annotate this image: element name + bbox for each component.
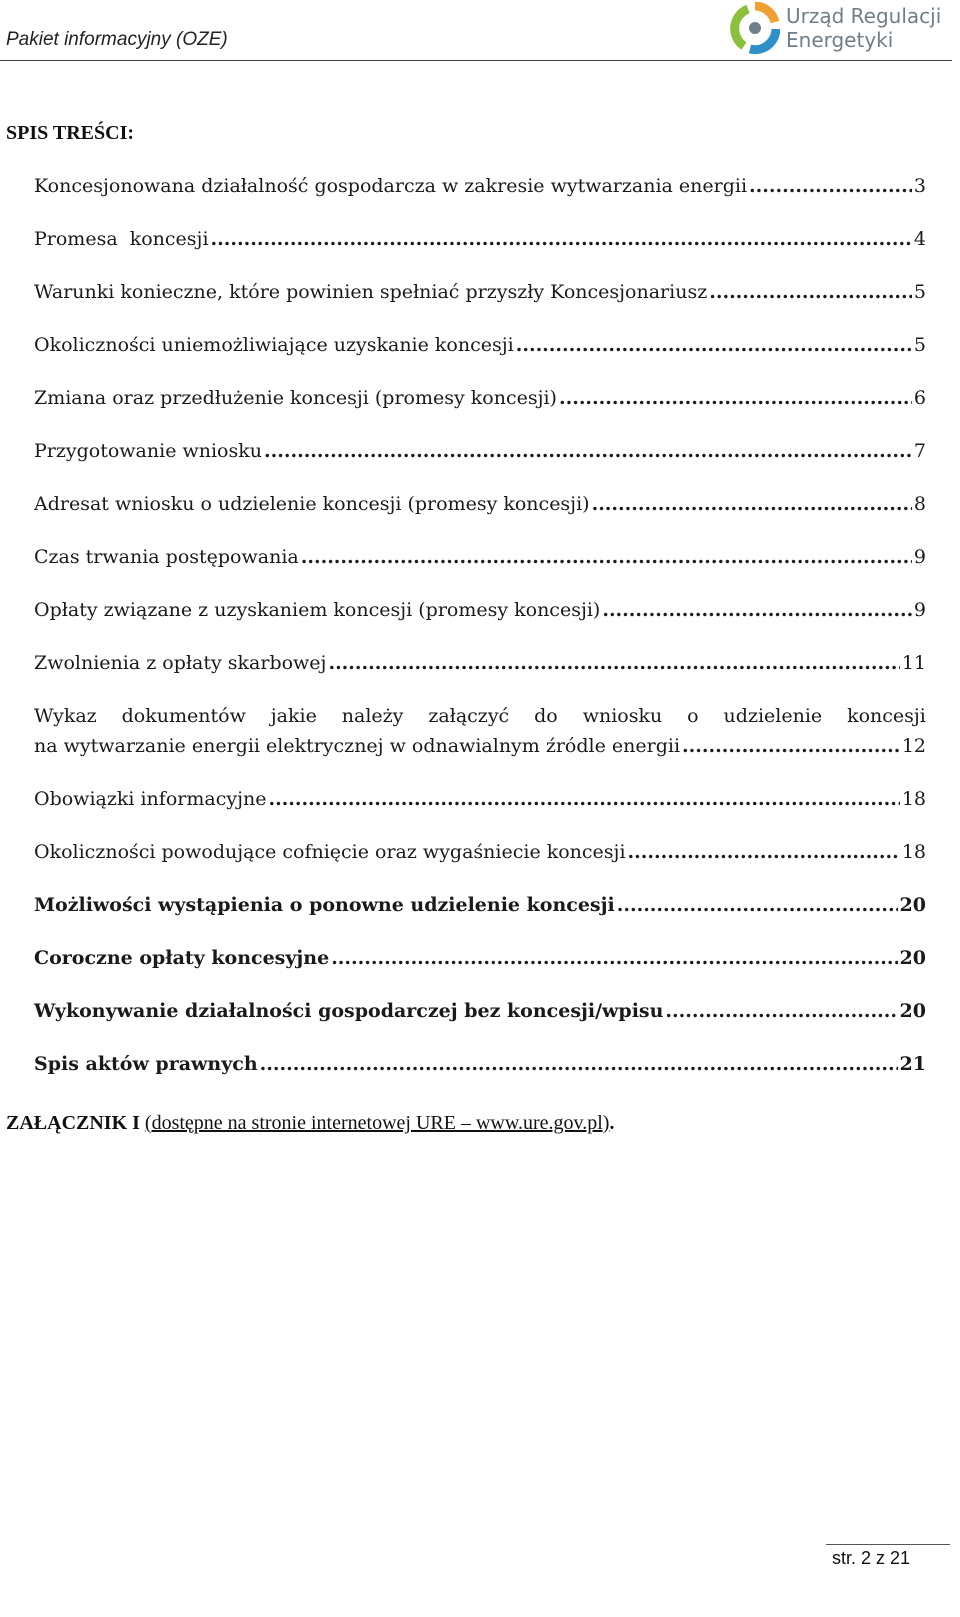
toc-entry-page: 18 [901,841,926,863]
toc-entry-title: Możliwości wystąpienia o ponowne udzielenie koncesji [34,894,615,916]
toc-dot-leader [617,890,898,920]
page-header [0,0,960,62]
toc-entry[interactable] [34,277,926,307]
toc-entry[interactable] [34,224,926,254]
toc-entry-page: 8 [913,493,926,515]
toc-dot-leader [268,784,899,814]
toc-entry[interactable] [34,171,926,201]
toc-entry[interactable] [34,943,926,973]
toc-dot-leader [665,996,897,1026]
toc-entry-title: Czas trwania postępowania [34,546,299,568]
toc-dot-leader [592,489,912,519]
toc-entry-title: Opłaty związane z uzyskaniem koncesji (promesy koncesji) [34,599,601,621]
toc-entry-title: Warunki konieczne, które powinien spełniać przyszły Koncesjonariusz [34,281,708,303]
toc-entry-page: 9 [913,599,926,621]
toc-entry-page: 3 [913,175,926,197]
toc-heading: SPIS TREŚCI: [6,122,135,144]
toc-word: do [534,705,558,727]
toc-entry-title: Zmiana oraz przedłużenie koncesji (promesy koncesji) [34,387,557,409]
toc-dot-leader [559,383,912,413]
toc-word: załączyć [428,705,510,727]
toc-entry[interactable] [34,890,926,920]
toc-dot-leader [264,436,912,466]
toc-word: dokumentów [121,705,246,727]
logo-line-2: Energetyki [786,28,894,52]
toc-entry-page: 5 [913,334,926,356]
toc-entry-page: 11 [901,652,926,674]
toc-entry[interactable] [34,996,926,1026]
toc-entry-title: Koncesjonowana działalność gospodarcza w zakresie wytwarzania energii [34,175,748,197]
ure-logo [730,2,955,56]
toc-entry-title: Adresat wniosku o udzielenie koncesji (promesy koncesji) [34,493,590,515]
toc-word: koncesji [847,705,926,727]
toc-entry-page: 20 [899,1000,926,1022]
toc-word: udzielenie [723,705,823,727]
toc-dot-leader [211,224,912,254]
toc-word: jakie [270,705,317,727]
toc-entry-title-line1 [34,701,926,731]
toc-dot-leader [628,837,900,867]
toc-entry-page: 6 [913,387,926,409]
toc-word: o [687,705,699,727]
attachment-link[interactable]: (dostępne na stronie internetowej URE – www.ure.gov.pl) [144,1112,610,1134]
toc-entry[interactable] [34,784,926,814]
toc-entry-title: Okoliczności uniemożliwiające uzyskanie koncesji [34,334,514,356]
attachment-note [6,1112,614,1135]
toc-entry[interactable] [34,330,926,360]
footer-divider [826,1544,950,1545]
toc-entry-page: 7 [913,440,926,462]
toc-entry[interactable] [34,837,926,867]
toc-entry-page: 20 [899,947,926,969]
toc-dot-leader [709,277,912,307]
toc-entry-title: Okoliczności powodujące cofnięcie oraz wygaśniecie koncesji [34,841,626,863]
toc-entry-title: Spis aktów prawnych [34,1053,258,1075]
toc-entry-title: Zwolnienia z opłaty skarbowej [34,652,327,674]
toc-entry-page: 12 [901,735,926,757]
toc-dot-leader [602,595,912,625]
toc-entry[interactable] [34,542,926,572]
header-divider [0,60,952,61]
toc-entry-title: Promesa koncesji [34,228,209,250]
toc-entry-title: Wykonywanie działalności gospodarczej bez koncesji/wpisu [34,1000,664,1022]
toc-word: wniosku [582,705,663,727]
toc-dot-leader [301,542,912,572]
ure-logo-icon [730,2,780,56]
toc-entry[interactable] [34,383,926,413]
page-number: str. 2 z 21 [832,1548,911,1568]
toc-entry[interactable] [34,648,926,678]
toc-entry-title: Przygotowanie wniosku [34,440,262,462]
toc-word: należy [341,705,404,727]
toc-entry-title: Obowiązki informacyjne [34,788,267,810]
toc-entry-page: 18 [901,788,926,810]
toc-entry-page: 20 [899,894,926,916]
toc-entry[interactable] [34,595,926,625]
attachment-end: . [609,1112,615,1134]
document-title: Pakiet informacyjny (OZE) [6,29,228,50]
toc-entry[interactable] [34,1049,926,1079]
toc-dot-leader [331,943,897,973]
toc-word: Wykaz [34,705,97,727]
toc-entry[interactable] [34,436,926,466]
logo-wordmark [786,4,941,52]
toc-entry-page: 9 [913,546,926,568]
toc-dot-leader [328,648,899,678]
toc-entry-title: na wytwarzanie energii elektrycznej w odnawialnym źródle energii [34,735,681,757]
toc-entry-page: 21 [899,1053,926,1075]
toc-entry[interactable] [34,701,926,761]
toc-entry-title: Coroczne opłaty koncesyjne [34,947,330,969]
toc-entry-page: 4 [913,228,926,250]
toc-dot-leader [749,171,912,201]
toc-entry[interactable] [34,489,926,519]
toc-dot-leader [260,1049,898,1079]
toc-dot-leader [516,330,912,360]
toc-dot-leader [682,731,900,761]
attachment-label: ZAŁĄCZNIK I [6,1112,140,1134]
toc-entry-page: 5 [913,281,926,303]
logo-line-1: Urząd Regulacji [786,4,942,28]
